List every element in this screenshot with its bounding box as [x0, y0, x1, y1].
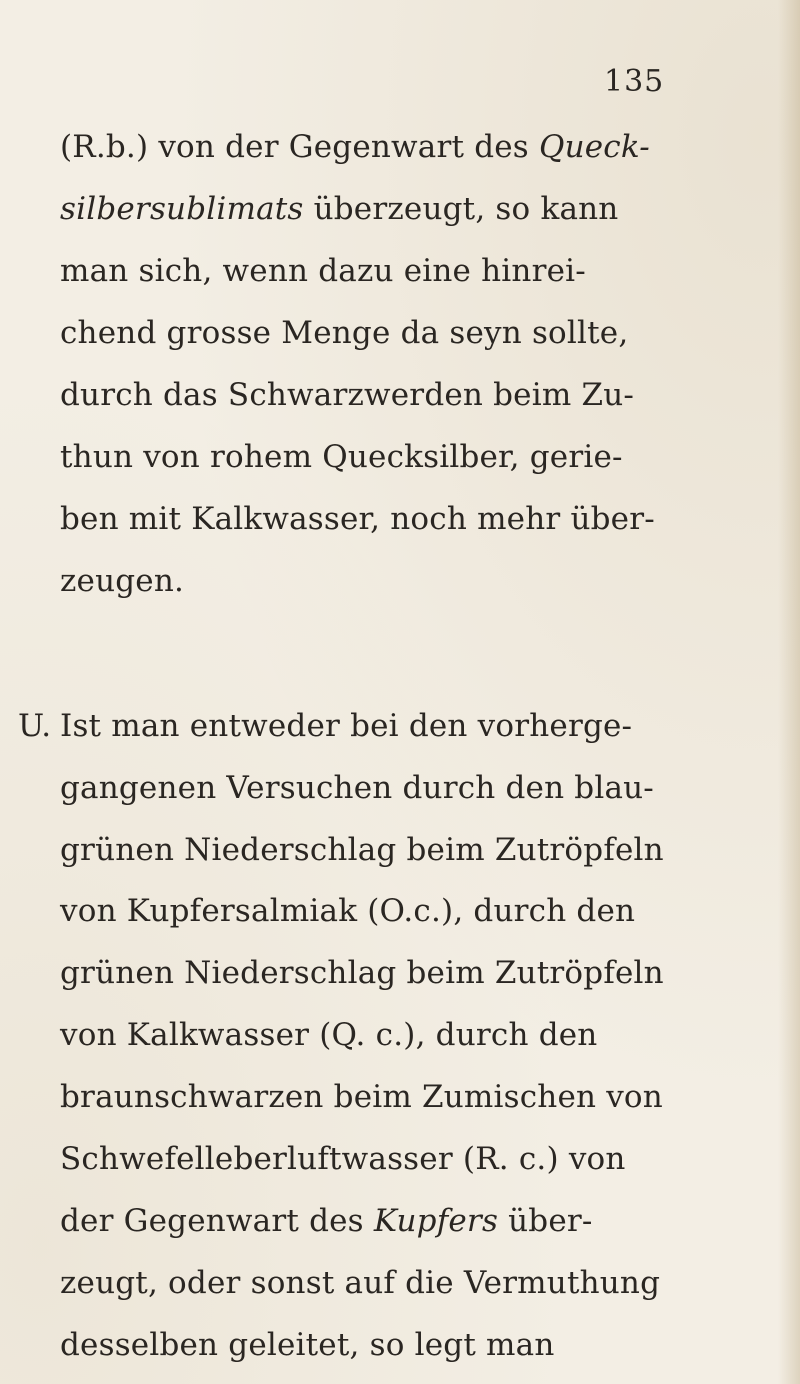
text-line: Schwefelleberluftwasser (R. c.) von [60, 1141, 626, 1177]
text-line: thun von rohem Quecksilber, gerie- [60, 439, 623, 475]
text-line: grünen Niederschlag beim Zutröpfeln [60, 832, 664, 868]
text-line: gangenen Versuchen durch den blau- [60, 770, 654, 806]
text-line: silbersublimats überzeugt, so kann [60, 191, 619, 227]
text-line: ben mit Kalkwasser, noch mehr über- [60, 501, 655, 537]
text-line: desselben geleitet, so legt man [60, 1327, 555, 1363]
text-line: grünen Niederschlag beim Zutröpfeln [60, 955, 664, 991]
section-marker: U. [18, 708, 52, 744]
text-line: von Kalkwasser (Q. c.), durch den [60, 1017, 598, 1053]
text-line: man sich, wenn dazu eine hinrei- [60, 253, 586, 289]
page-number: 135 [604, 64, 665, 99]
text-line: von Kupfersalmiak (O.c.), durch den [60, 893, 636, 929]
text-line: braunschwarzen beim Zumischen von [60, 1079, 663, 1115]
text-line: Ist man entweder bei den vorherge- [60, 708, 633, 744]
page-edge-shadow [778, 0, 800, 1384]
text-line: durch das Schwarzwerden beim Zu- [60, 377, 635, 413]
text-line: der Gegenwart des Kupfers über- [60, 1203, 593, 1239]
text-line: zeugen. [60, 563, 185, 599]
text-line: chend grosse Menge da seyn sollte, [60, 315, 629, 351]
text-line: zeugt, oder sonst auf die Vermuthung [60, 1265, 661, 1301]
text-line: (R.b.) von der Gegenwart des Queck- [60, 129, 650, 165]
